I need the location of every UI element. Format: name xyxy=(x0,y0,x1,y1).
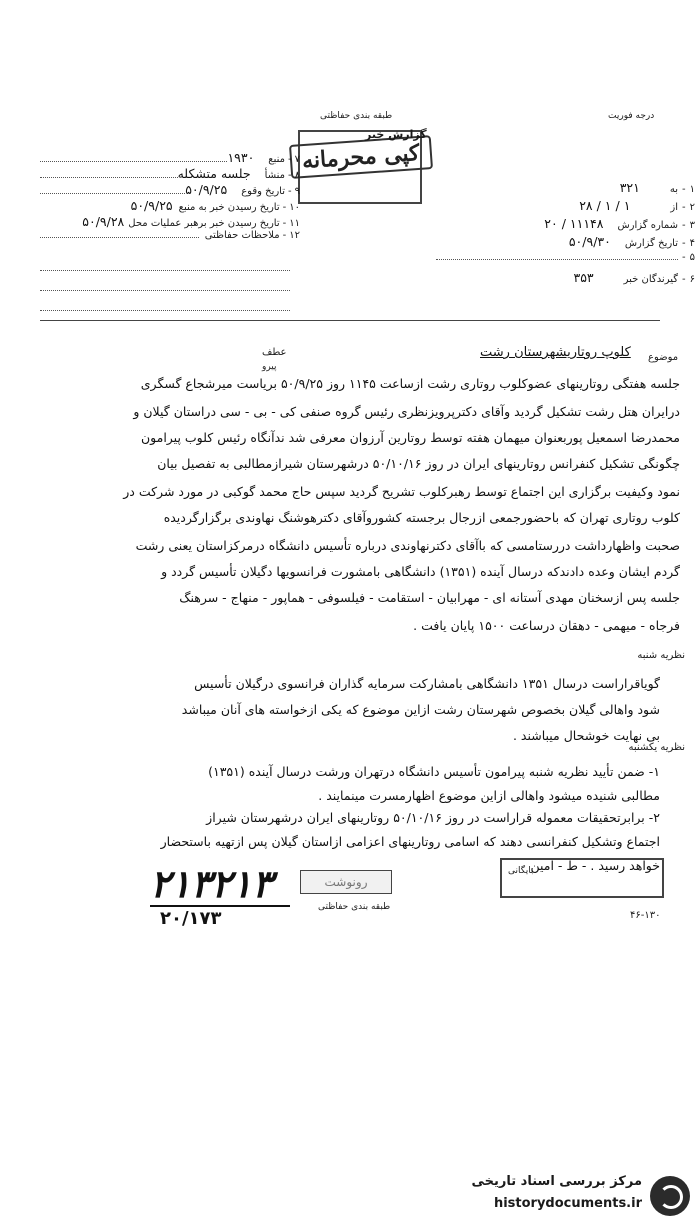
archive-label: بایگانی xyxy=(508,866,534,876)
right-field-3: ۳ - شماره گزارش ۱۱۱۴۸ / ۲۰ xyxy=(544,216,695,231)
nazarie-yekshanbe-line: خواهد رسید . - ط - آمین xyxy=(530,858,660,873)
subject-label: موضوع xyxy=(648,352,679,363)
right-field-1: ۱ - به ۳۲۱ xyxy=(619,180,695,195)
attach-sub: پیرو xyxy=(262,362,277,372)
nazarie-yekshanbe-line: ۱- ضمن تأیید نظریه شنبه پیرامون تأسیس دانشگاه درتهران ورشت درسال آینده (۱۳۵۱) xyxy=(208,764,660,779)
body-line: درایران هتل رشت تشکیل گردید وآقای دکترپرویزنظری رئیس گروه صنفی کی - بی - سی دراستان گیلان و xyxy=(133,404,680,419)
handwritten-number: ۲۱۳۲۱۳ xyxy=(150,862,273,906)
subject-value: کلوپ روتاریشهرستان رشت xyxy=(480,345,631,360)
archive-stamp xyxy=(500,858,664,898)
nazarie-shenbe-line: شود واهالی گیلان بخصوص شهرستان رشت ازاین موضوع که یکی ازخواسته های آنان میباشد xyxy=(181,702,660,717)
right-field-2: ۲ - از ۱ / ۱ / ۲۸ xyxy=(579,198,695,213)
nazarie-shenbe-label: نظریه شنبه xyxy=(637,650,685,661)
blank-line xyxy=(40,290,290,291)
body-line: جلسه پس ازسخنان مهدی آستانه ای - مهرابیان - استقامت - فیلسوفی - هماپور - منهاج - سرهنگ xyxy=(179,590,680,605)
body-line: محمدرضا اسمعیل پوربعنوان میهمان هفته توسط روتارین آرزوان معرفی شد ندآنگاه رئیس کلوب پیرامون xyxy=(140,430,680,445)
nazarie-shenbe-line: بی نهایت خوشحال میباشند . xyxy=(512,728,660,743)
watermark-url[interactable]: historydocuments.ir xyxy=(493,1196,642,1211)
body-line: چگونگی تشکیل کنفرانس روتارینهای ایران در روز ۵۰/۱۰/۱۶ درشهرستان شیرازمطالبی به تفصیل بیان xyxy=(157,456,680,471)
body-line: صحبت واظهارداشت دررستامسی که باآقای دکترنهاوندی درباره تأسیس دانشگاه درمرکزاستان یعنی رشت xyxy=(135,538,680,553)
body-line: نمود وکیفیت برگزاری این اجتماع توسط رهبرکلوب تشریح گردید سپس حاج محمد گوکبی در مورد شرکت در xyxy=(123,484,680,499)
attach-label: عطف xyxy=(262,347,287,358)
nazarie-yekshanbe-line: مطالبی شنیده میشود واهالی ازاین موضوع اظهارمسرت مینمایند . xyxy=(318,788,660,803)
blank-line xyxy=(40,270,290,271)
classification-label-top: طبقه بندی حفاظتی xyxy=(320,111,393,121)
left-field-12: ۱۲ - ملاحظات حفاظتی xyxy=(40,230,300,246)
signature-underline xyxy=(150,905,290,907)
right-fields xyxy=(430,180,695,288)
right-field-5: ۵ - xyxy=(430,252,695,270)
nazarie-shenbe-line: گویاقراراست درسال ۱۳۵۱ دانشگاهی بامشارکت سرمایه گذاران فرانسوی درگیلان تأسیس xyxy=(194,676,660,691)
report-stamp-sub: گزارش خبر xyxy=(365,128,427,141)
blank-line xyxy=(40,310,290,311)
left-field-10: ۱۰ - تاریخ رسیدن خبر به منبع ۵۰/۹/۲۵ xyxy=(130,198,300,213)
archive-logo-icon xyxy=(650,1176,690,1216)
left-field-7: ۷ - منبع ۱۹۳۰ xyxy=(40,150,300,166)
left-field-9: ۹ - تاریخ وقوع ۵۰/۹/۲۵ xyxy=(40,182,300,198)
body-line: جلسه هفتگی روتارینهای عضوکلوب روتاری رشت ازساعت ۱۱۴۵ روز ۵۰/۹/۲۵ بریاست میرشجاع گسگری xyxy=(140,376,680,391)
classification-label-bottom: طبقه بندی حفاظتی xyxy=(318,902,391,912)
left-field-11: ۱۱ - تاریخ رسیدن خبر برهبر عملیات محل ۵۰/۹/۲۸ xyxy=(82,214,300,229)
confidential-stamp: کپی محرمانه xyxy=(289,135,433,179)
body-line: گردم ایشان وعده دادندکه درسال آینده (۱۳۵۱) دانشگاهی بامشورت فرانسویها دگیلان تأسیس گردد و xyxy=(161,564,680,579)
faded-stamp: رونوشت xyxy=(300,870,392,894)
body-line: فرجاه - میهمی - دهقان درساعت ۱۵۰۰ پایان یافت . xyxy=(413,618,680,633)
left-field-8: ۸ - منشأ جلسه متشکله xyxy=(40,166,300,182)
urgency-label: درجه فوریت xyxy=(608,111,655,121)
nazarie-yekshanbe-line: اجتماع وتشکیل کنفرانسی دهند که اسامی روتارینهای اعزامی ازاستان گیلان پس ازتهیه باستحضار xyxy=(160,834,660,849)
right-field-6: ۶ - گیرندگان خبر ۳۵۳ xyxy=(573,270,695,285)
handwritten-ref: ۲۰/۱۷۳ xyxy=(160,908,222,929)
right-field-4: ۴ - تاریخ گزارش ۵۰/۹/۳۰ xyxy=(568,234,695,249)
nazarie-yekshanbe-label: نظریه یکشنبه xyxy=(628,742,685,753)
body-line: کلوب روتاری تهران که باحضورجمعی ازرجال برجسته کشوروآقای دکترهوشنگ نهاوندی برگزارگردیده xyxy=(163,510,680,525)
form-code: ۴۶-۱۳۰ xyxy=(630,910,661,921)
left-fields xyxy=(40,150,300,246)
nazarie-yekshanbe-line: ۲- برابرتحقیقات معموله قراراست در روز ۵۰/۱۰/۱۶ روتارینهای ایران درشهرستان شیراز xyxy=(206,810,660,825)
watermark-title: مرکز بررسی اسناد تاریخی xyxy=(471,1174,642,1189)
header-divider xyxy=(40,320,660,321)
watermark xyxy=(420,1170,690,1225)
